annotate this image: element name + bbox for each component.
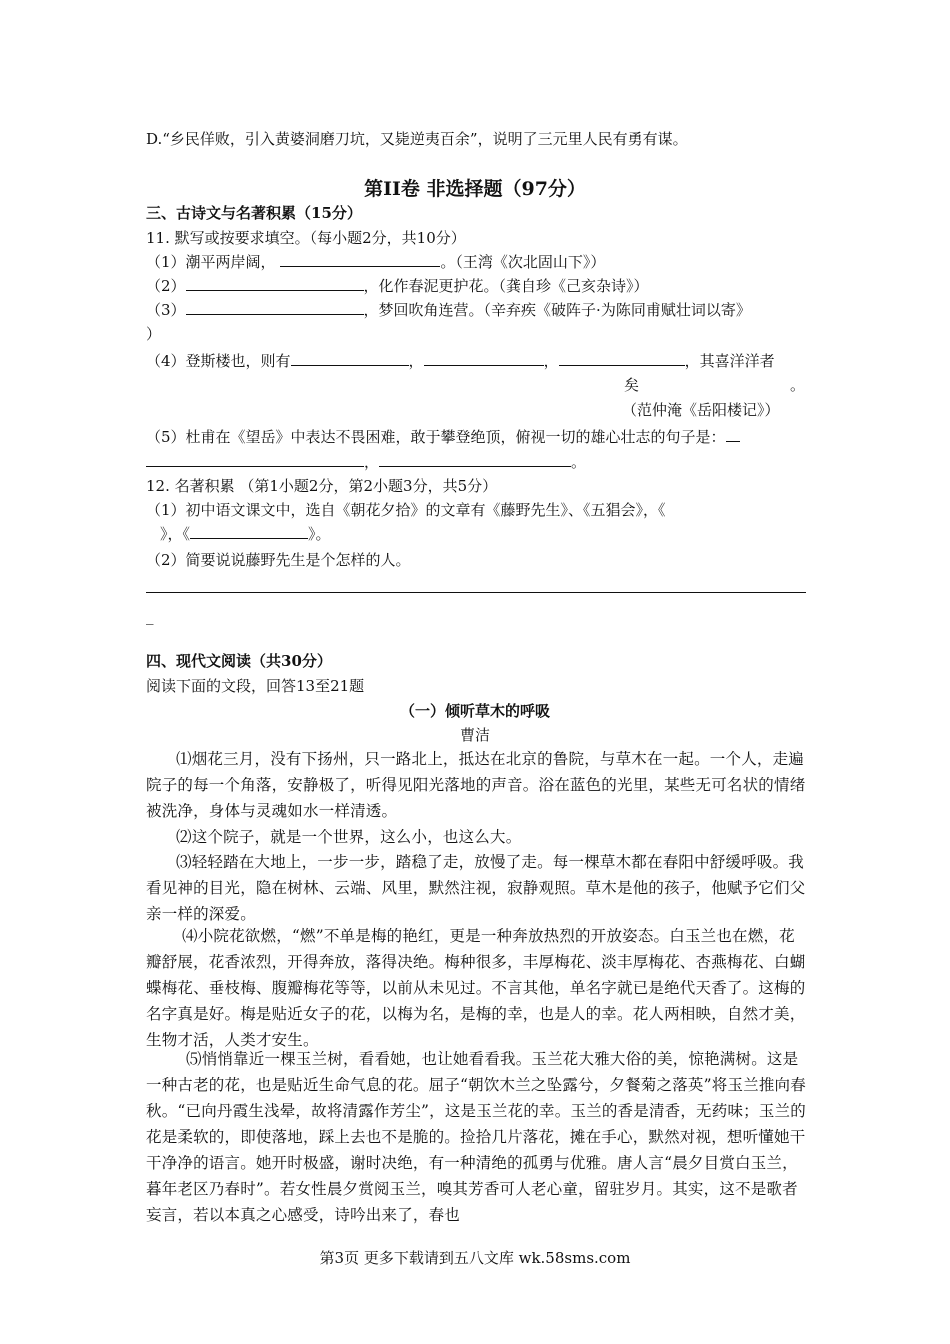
q11-item4-sep2: ， bbox=[543, 352, 559, 370]
q11-item4-source: （范仲淹《岳阳楼记》） bbox=[622, 401, 780, 419]
q12-item2: （2）简要说说藤野先生是个怎样的人。 bbox=[146, 551, 411, 569]
q11-item2-post: ，化作春泥更护花。（龚自珍《己亥杂诗》） bbox=[363, 277, 649, 295]
blank-q11-5a[interactable] bbox=[146, 452, 364, 467]
q11-item2 bbox=[146, 276, 649, 296]
blank-q11-4b[interactable] bbox=[424, 351, 544, 366]
q11-item5-cont bbox=[146, 452, 586, 472]
blank-q11-3[interactable] bbox=[186, 300, 364, 315]
q11-item3-post: ，梦回吹角连营。（辛弃疾《破阵子·为陈同甫赋壮词以寄》 bbox=[363, 301, 751, 319]
article-author: 曹洁 bbox=[459, 726, 490, 744]
page-footer: 第3页 更多下载请到五八文库 wk.58sms.com bbox=[319, 1249, 631, 1267]
q11-item3-pre: （3） bbox=[146, 301, 186, 319]
article-title: （一）倾听草木的呼吸 bbox=[399, 702, 550, 720]
answer-line[interactable] bbox=[146, 592, 806, 593]
q11-item3-cont: ） bbox=[146, 325, 162, 343]
q11-item4-pre: （4）登斯楼也，则有 bbox=[146, 352, 291, 370]
q11-item5-sep: ， bbox=[364, 453, 380, 471]
blank-q11-5-start[interactable] bbox=[726, 427, 740, 442]
q11-item2-pre: （2） bbox=[146, 277, 186, 295]
blank-q11-4c[interactable] bbox=[559, 351, 685, 366]
q11-item5-pre: （5）杜甫在《望岳》中表达不畏困难，敢于攀登绝顶，俯视一切的雄心壮志的句子是： bbox=[146, 428, 726, 446]
q11-item3 bbox=[146, 300, 751, 320]
blank-q12-1[interactable] bbox=[190, 524, 308, 539]
q12-item1-cont-b: 》。 bbox=[308, 525, 331, 543]
paragraph-3: ⑶轻轻踏在大地上，一步一步，踏稳了走，放慢了走。每一棵草木都在春阳中舒缓呼吸。我看见神的目光，隐在树林、云端、风里，默然注视，寂静观照。草木是他的孩子，他赋予它们父亲一样的深爱。 bbox=[146, 853, 806, 923]
paragraph-4: ⑷小院花欲燃，“燃”不单是梅的艳红，更是一种奔放热烈的开放姿态。白玉兰也在燃，花瓣舒展，花香浓烈，开得奔放，落得决绝。梅种很多，丰厚梅花、淡丰厚梅花、杏燕梅花、白蝴蝶梅花、垂枝梅、腹瓣梅花等等，以前从未见过。不言其他，单名字就已是绝代天香了。这梅的名字真是好。梅是贴近女子的花，以梅为名，是梅的幸，也是人的幸。花人两相映，自然才美，生物才活，人类才安生。 bbox=[146, 927, 806, 1049]
q11-item1-pre: （1）潮平两岸阔， bbox=[146, 253, 276, 271]
blank-q11-4a[interactable] bbox=[291, 351, 409, 366]
option-d: D.“乡民佯败，引入黄婆洞磨刀坑，又毙逆夷百余”，说明了三元里人民有勇有谋。 bbox=[146, 130, 688, 148]
q11-item4-end: 。 bbox=[790, 376, 806, 394]
q11-item1-post: 。（王湾《次北固山下》） bbox=[440, 253, 606, 271]
blank-q11-2[interactable] bbox=[186, 276, 364, 291]
section3-heading: 三、古诗文与名著积累（15分） bbox=[146, 204, 362, 222]
q11-item1 bbox=[146, 252, 605, 272]
answer-line-dash: _ bbox=[146, 607, 154, 625]
q11-item4-post: ，其喜洋洋者 bbox=[684, 352, 775, 370]
blank-q11-1[interactable] bbox=[280, 252, 440, 267]
q11-item5-end: 。 bbox=[571, 453, 587, 471]
paragraph-1: ⑴烟花三月，没有下扬州，只一路北上，抵达在北京的鲁院，与草木在一起。一个人，走遍院子的每一个角落，安静极了，听得见阳光落地的声音。浴在蓝色的光里，某些无可名状的情绪被洗净，身体与灵魂如水一样清透。 bbox=[146, 750, 806, 820]
q12-item1: （1）初中语文课文中，选自《朝花夕拾》的文章有《藤野先生》、《五猖会》，《 bbox=[146, 501, 666, 519]
blank-q11-5b[interactable] bbox=[379, 452, 571, 467]
q12-stem: 12. 名著积累 （第1小题2分，第2小题3分，共5分） bbox=[146, 477, 498, 495]
section4-heading: 四、现代文阅读（共30分） bbox=[146, 652, 332, 670]
q11-item4-sep1: ， bbox=[408, 352, 424, 370]
q12-item1-cont bbox=[146, 524, 331, 544]
section4-instruction: 阅读下面的文段，回答13至21题 bbox=[146, 677, 365, 695]
volume-title: 第II卷 非选择题（97分） bbox=[364, 178, 586, 200]
q11-item4 bbox=[146, 351, 775, 371]
q11-item4-cont: 矣 bbox=[624, 376, 640, 394]
q11-item5 bbox=[146, 427, 740, 447]
q11-stem: 11. 默写或按要求填空。（每小题2分，共10分） bbox=[146, 229, 466, 247]
q12-item1-cont-a: 》，《 bbox=[160, 525, 191, 543]
paragraph-2: ⑵这个院子，就是一个世界，这么小，也这么大。 bbox=[176, 828, 522, 846]
paragraph-5: ⑸悄悄靠近一棵玉兰树，看看她，也让她看看我。玉兰花大雅大俗的美，惊艳满树。这是一种古老的花，也是贴近生命气息的花。屈子“朝饮木兰之坠露兮，夕餐菊之落英”将玉兰推向春秋。“已向丹霞生浅晕，故将清露作芳尘”，这是玉兰花的幸。玉兰的香是清香，无药味；玉兰的花是柔软的，即使落地，踩上去也不是脆的。捡拾几片落花，摊在手心，默然对视，想听懂她干干净净的语言。她开时极盛，谢时决绝，有一种清绝的孤勇与优雅。唐人言“晨夕目赏白玉兰，暮年老区乃春时”。若女性晨夕赏阅玉兰，嗅其芳香可人老心童，留驻岁月。其实，这不是歌者妄言，若以本真之心感受，诗吟出来了，春也 bbox=[146, 1050, 806, 1224]
